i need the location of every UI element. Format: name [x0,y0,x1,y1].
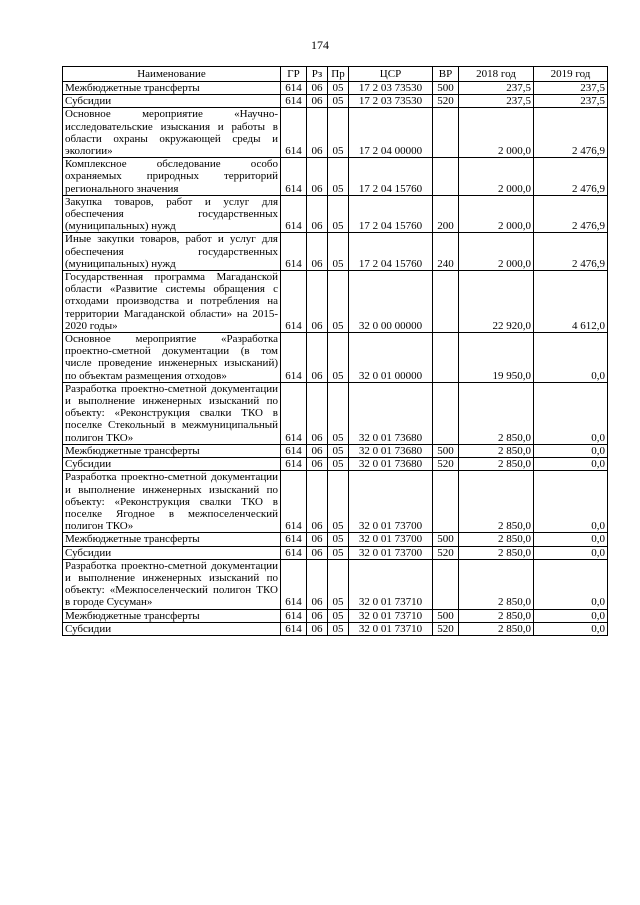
row-csr: 32 0 01 73710 [349,559,433,609]
row-name: Основное мероприятие «Разработка проектно-сметной документации (в том числе проведение инженерных изысканий) по объектам размещения отходов» [63,333,281,383]
row-value-2019: 4 612,0 [534,271,608,333]
header-pr: Пр [328,67,349,82]
row-gr: 614 [281,82,307,95]
row-value-2019: 2 476,9 [534,108,608,158]
row-value-2018: 22 920,0 [459,271,534,333]
header-gr: ГР [281,67,307,82]
row-rz: 06 [307,458,328,471]
budget-table [62,66,608,636]
header-vr: ВР [433,67,459,82]
row-vr [433,382,459,444]
row-value-2019: 237,5 [534,82,608,95]
row-value-2018: 2 850,0 [459,444,534,457]
row-value-2019: 0,0 [534,533,608,546]
row-pr: 05 [328,609,349,622]
row-csr: 17 2 04 15760 [349,158,433,196]
row-name: Комплексное обследование особо охраняемых природных территорий регионального значения [63,158,281,196]
row-vr [433,158,459,196]
row-csr: 17 2 04 00000 [349,108,433,158]
row-name: Закупка товаров, работ и услуг для обеспечения государственных (муниципальных) нужд [63,195,281,233]
row-csr: 17 2 04 15760 [349,233,433,271]
header-2018: 2018 год [459,67,534,82]
row-name: Разработка проектно-сметной документации и выполнение инженерных изысканий по объекту: «Межпоселенческий полигон ТКО в городе Сусуман» [63,559,281,609]
row-gr: 614 [281,444,307,457]
row-pr: 05 [328,108,349,158]
row-vr: 520 [433,622,459,635]
row-value-2019: 2 476,9 [534,158,608,196]
row-name: Межбюджетные трансферты [63,533,281,546]
row-pr: 05 [328,82,349,95]
row-rz: 06 [307,546,328,559]
row-csr: 32 0 01 73680 [349,444,433,457]
row-gr: 614 [281,609,307,622]
row-value-2018: 237,5 [459,82,534,95]
row-csr: 32 0 00 00000 [349,271,433,333]
table-row [63,559,608,609]
row-vr [433,559,459,609]
row-rz: 06 [307,622,328,635]
row-gr: 614 [281,108,307,158]
table-row [63,233,608,271]
table-row [63,95,608,108]
row-vr: 200 [433,195,459,233]
row-value-2018: 2 850,0 [459,609,534,622]
row-name: Субсидии [63,95,281,108]
row-name: Государственная программа Магаданской области «Развитие системы обращения с отходами производства и потребления на территории Магаданской области» на 2015-2020 годы» [63,271,281,333]
row-rz: 06 [307,471,328,533]
row-pr: 05 [328,471,349,533]
row-vr [433,333,459,383]
row-name: Разработка проектно-сметной документации и выполнение инженерных изысканий по объекту: «Реконструкция свалки ТКО в поселке Стекольный в межмуниципальный полигон ТКО» [63,382,281,444]
table-header-row [63,67,608,82]
row-rz: 06 [307,195,328,233]
row-csr: 17 2 04 15760 [349,195,433,233]
row-rz: 06 [307,271,328,333]
row-value-2019: 0,0 [534,546,608,559]
row-name: Основное мероприятие «Научно-исследовательские изыскания и работы в области охраны окружающей среды и экологии» [63,108,281,158]
row-gr: 614 [281,95,307,108]
row-value-2018: 2 000,0 [459,233,534,271]
row-pr: 05 [328,546,349,559]
row-pr: 05 [328,559,349,609]
row-csr: 17 2 03 73530 [349,82,433,95]
row-gr: 614 [281,533,307,546]
row-pr: 05 [328,458,349,471]
row-rz: 06 [307,95,328,108]
row-rz: 06 [307,382,328,444]
row-gr: 614 [281,471,307,533]
row-value-2018: 2 850,0 [459,382,534,444]
row-value-2018: 2 850,0 [459,622,534,635]
row-csr: 32 0 01 73710 [349,609,433,622]
row-value-2018: 19 950,0 [459,333,534,383]
row-rz: 06 [307,333,328,383]
row-vr: 500 [433,533,459,546]
row-name: Межбюджетные трансферты [63,444,281,457]
table-row [63,82,608,95]
row-name: Субсидии [63,458,281,471]
row-vr: 520 [433,95,459,108]
row-value-2019: 0,0 [534,559,608,609]
row-csr: 32 0 01 73700 [349,546,433,559]
row-csr: 32 0 01 73680 [349,458,433,471]
row-pr: 05 [328,158,349,196]
row-name: Субсидии [63,622,281,635]
row-pr: 05 [328,95,349,108]
row-value-2018: 2 000,0 [459,195,534,233]
header-2019: 2019 год [534,67,608,82]
row-pr: 05 [328,333,349,383]
row-vr: 520 [433,546,459,559]
table-row [63,271,608,333]
row-value-2019: 0,0 [534,382,608,444]
row-vr: 500 [433,444,459,457]
row-value-2018: 2 000,0 [459,108,534,158]
row-value-2018: 2 000,0 [459,158,534,196]
row-value-2019: 2 476,9 [534,233,608,271]
table-row [63,108,608,158]
table-row [63,444,608,457]
row-pr: 05 [328,533,349,546]
table-row [63,158,608,196]
row-pr: 05 [328,271,349,333]
row-value-2019: 237,5 [534,95,608,108]
row-gr: 614 [281,546,307,559]
row-vr: 500 [433,82,459,95]
row-rz: 06 [307,444,328,457]
table-row [63,533,608,546]
row-rz: 06 [307,108,328,158]
row-pr: 05 [328,382,349,444]
row-rz: 06 [307,233,328,271]
row-value-2018: 2 850,0 [459,458,534,471]
row-csr: 32 0 01 73680 [349,382,433,444]
row-gr: 614 [281,233,307,271]
row-value-2018: 237,5 [459,95,534,108]
row-gr: 614 [281,333,307,383]
row-rz: 06 [307,559,328,609]
header-rz: Рз [307,67,328,82]
row-value-2019: 0,0 [534,458,608,471]
table-body [63,82,608,636]
row-name: Межбюджетные трансферты [63,609,281,622]
table-row [63,195,608,233]
row-csr: 32 0 01 73700 [349,533,433,546]
row-rz: 06 [307,82,328,95]
row-value-2018: 2 850,0 [459,533,534,546]
row-gr: 614 [281,382,307,444]
row-csr: 32 0 01 73710 [349,622,433,635]
row-value-2019: 0,0 [534,333,608,383]
row-vr [433,108,459,158]
row-value-2019: 0,0 [534,622,608,635]
row-csr: 17 2 03 73530 [349,95,433,108]
table-row [63,382,608,444]
row-name: Субсидии [63,546,281,559]
row-rz: 06 [307,533,328,546]
row-name: Иные закупки товаров, работ и услуг для обеспечения государственных (муниципальных) нужд [63,233,281,271]
row-vr: 520 [433,458,459,471]
row-vr [433,471,459,533]
row-rz: 06 [307,158,328,196]
row-pr: 05 [328,444,349,457]
row-gr: 614 [281,271,307,333]
row-vr: 240 [433,233,459,271]
row-pr: 05 [328,622,349,635]
row-value-2018: 2 850,0 [459,471,534,533]
row-pr: 05 [328,233,349,271]
row-gr: 614 [281,559,307,609]
row-value-2019: 2 476,9 [534,195,608,233]
row-vr [433,271,459,333]
table-row [63,622,608,635]
row-value-2018: 2 850,0 [459,546,534,559]
row-pr: 05 [328,195,349,233]
row-value-2019: 0,0 [534,609,608,622]
page-number: 174 [311,38,329,52]
row-name: Межбюджетные трансферты [63,82,281,95]
table-row [63,546,608,559]
row-rz: 06 [307,609,328,622]
row-gr: 614 [281,158,307,196]
row-gr: 614 [281,622,307,635]
row-value-2019: 0,0 [534,444,608,457]
row-name: Разработка проектно-сметной документации и выполнение инженерных изысканий по объекту: «Реконструкция свалки ТКО в поселке Ягодное в межпоселенческий полигон ТКО» [63,471,281,533]
row-csr: 32 0 01 00000 [349,333,433,383]
header-csr: ЦСР [349,67,433,82]
table-row [63,333,608,383]
table-row [63,609,608,622]
row-gr: 614 [281,195,307,233]
table-row [63,471,608,533]
table-row [63,458,608,471]
row-value-2019: 0,0 [534,471,608,533]
row-value-2018: 2 850,0 [459,559,534,609]
row-csr: 32 0 01 73700 [349,471,433,533]
header-name: Наименование [63,67,281,82]
row-vr: 500 [433,609,459,622]
row-gr: 614 [281,458,307,471]
